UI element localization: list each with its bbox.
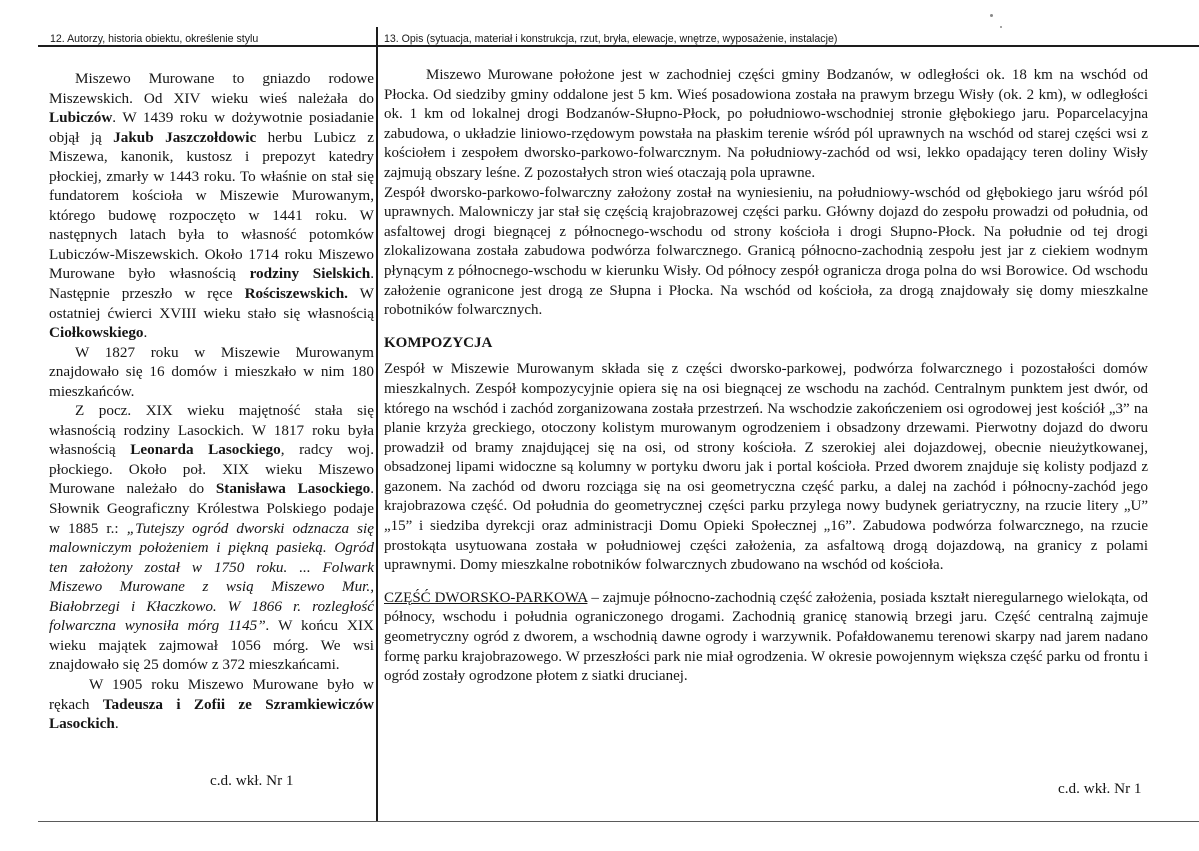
- continuation-note-left: c.d. wkł. Nr 1: [210, 772, 294, 789]
- history-column: [49, 69, 374, 734]
- description-paragraph-1: Miszewo Murowane położone jest w zachodniej części gminy Bodzanów, w odległości ok. 18 km na wschód od Płocka. Od siedziby gminy oddalone jest 5 km. Wieś posadowiona została na prawym brzegu Wisły (ok. 2 km), w odległości ok. 1 km od lokalnej drogi Bodzanów-Słupno-Płock, po południowo-wschodniej stronie głębokiego jaru. Poparcelacyjna zabudowa, o układzie liniowo-rzędowym powstała na płaskim terenie wśród pól uprawnych na wschód od starej części wsi z kościołem i zespołem dworsko-parkowo-folwarcznym. Na południowy-zachód od wsi, lekko opadający teren doliny Wisły zajmują obszary leśne. Z pozostałych stron wieś otaczają pola uprawne.: [384, 67, 1148, 181]
- header-rule: [38, 45, 1199, 47]
- column-divider: [376, 27, 378, 821]
- history-paragraph-3: Z pocz. XIX wieku majętność stała się własnością rodziny Lasockich. W 1817 roku była własnością Leonarda Lasockiego, radcy woj. płockiego. Około poł. XIX wieku Miszewo Murowane należało do Stanisława Lasockiego. Słownik Geograficzny Królestwa Polskiego podaje w 1885 r.: „Tutejszy ogród dworski odznacza się malowniczym położeniem i piękną pasieką. Ogród ten założony został w 1750 roku. ... Folwark Miszewo Murowane z wsią Miszewo Mur., Białobrzegi i Kłaczkowo. W 1866 r. rozległość folwarczna wynosiła mórg 1145”. W końcu XIX wieku majątek zajmował 1056 mórg. We wsi znajdowało się 25 domów z 372 mieszkańcami.: [49, 402, 375, 674]
- description-paragraph-2: Zespół dworsko-parkowo-folwarczny założony został na wyniesieniu, na południowy-wschód od głębokiego jaru wśród pól uprawnych. Malowniczy jar stał się częścią krajobrazowej części parku. Główny dojazd do zespołu prowadzi od południa, od asfaltowej drogi biegnącej z północnego-wschodu od strony kościoła i drogi Słupno-Płock. Na południe od tej drogi zlokalizowana została zabudowa podwórza folwarcznego. Granicą północno-zachodnią zespołu jest jar z ciekiem wodnym płynącym z północnego-wschodu w kierunku Wisły. Od północy zespół ogranicza droga polna do wsi Borowice. Od wschodu założenie ogranicone jest drogą ze Słupna i Płocka. Na wschód od kościoła, za drogą znajdowały się domy mieszkalne robotników folwarcznych.: [384, 184, 1148, 319]
- bottom-rule: [38, 821, 1199, 822]
- description-column: [384, 66, 1148, 687]
- scan-speck: [1000, 26, 1002, 28]
- scan-speck: [990, 14, 993, 17]
- section-13-header: 13. Opis (sytuacja, materiał i konstrukcja, rzut, bryła, elewacje, wnętrze, wyposażenie, instalacje): [384, 33, 838, 45]
- manor-park-part-heading: CZĘŚĆ DWORSKO-PARKOWA: [384, 589, 588, 606]
- composition-heading: KOMPOZYCJA: [384, 334, 493, 351]
- section-12-header: 12. Autorzy, historia obiektu, określenie stylu: [50, 33, 259, 45]
- continuation-note-right: c.d. wkł. Nr 1: [1058, 780, 1142, 797]
- history-paragraph-4: W 1905 roku Miszewo Murowane było w rękach Tadeusza i Zofii ze Szramkiewiczów Lasockich.: [49, 675, 375, 733]
- history-paragraph-2: W 1827 roku w Miszewie Murowanym znajdowało się 16 domów i mieszkało w nim 180 mieszkańców.: [49, 343, 374, 400]
- history-paragraph-1: Miszewo Murowane to gniazdo rodowe Miszewskich. Od XIV wieku wieś należała do Lubiczów. W 1439 roku w dożywotnie posiadanie objął ją Jakub Jaszczołdowic herbu Lubicz z Miszewa, kanonik, kustosz i prepozyt katedry płockiej, zmarły w 1443 roku. To właśnie on stał się fundatorem kościoła w Miszewie Murowanym, którego budowę rozpoczęto w 1441 roku. W następnych latach była to własność potomków Lubiczów-Miszewskich. Około 1714 roku Miszewo Murowane było własnością rodziny Sielskich. Następnie przeszło w ręce Rościszewskich. W ostatniej ćwierci XVIII wieku stało się własnością Ciołkowskiego.: [49, 70, 374, 342]
- description-paragraph-3: Zespół w Miszewie Murowanym składa się z części dworsko-parkowej, podwórza folwarcznego i pozostałości domów mieszkalnych. Zespół kompozycyjnie opiera się na osi biegnącej ze wschodu na zachód. Centralnym punktem jest dwór, od którego na wschód i zachód zorganizowana została przestrzeń. Na wschodzie zakończeniem osi ogrodowej jest kościół „3” na planie krzyża greckiego, otoczony kolistym murowanym ogrodzeniem i obsadzony drzewami. Pierwotny dojazd do dworu prowadził od bramy znajdującej się na osi, od strony kościoła. Z szerokiej alei dojazdowej, obecnie nieużytkowanej, obsadzonej lipami widocznе są kolumny w portyku dworu jak i portal kościoła. Przed dworem znajduje się kolisty podjazd z gazonem. Na zachód od dworu rozciąga się na osi geometryczna część parku, a dalej na zachód i północny-zachód jego krajobrazowa część. Od południa do geometrycznej części parku przylega nowy budynek geriatryczny, na rzucie litery „U” „15” i siedziba dyrekcji oraz administracji Domu Opieki Społecznej „16”. Zabudowa podwórza folwarcznego, na rzucie prostokąta usytuowana została w południowej części założenia, za asfaltową drogą dojazdową, na granicy z polami uprawnymi. Domy mieszkalne robotników folwarcznych zbudowano na wschód od kościoła.: [384, 361, 1148, 574]
- description-paragraph-4: CZĘŚĆ DWORSKO-PARKOWA – zajmuje północno-zachodnią część założenia, posiada kształt nieregularnego wielokąta, od północy, wschodu i południa ograniczonego drogami. Zachodnią granicę stanowią brzegi jaru. Część centralną zajmuje geometryczny ogród z dworem, a wschodnią dawne ogrody i warzywnik. Pofałdowanemu terenowi skarpy nad jarem nadano formę parku krajobrazowego. W przeszłości park nie miał ogrodzenia. W okresie powojennym większa część parku od frontu i ogród zostały ogrodzone płotem z siatki drucianej.: [384, 589, 1148, 685]
